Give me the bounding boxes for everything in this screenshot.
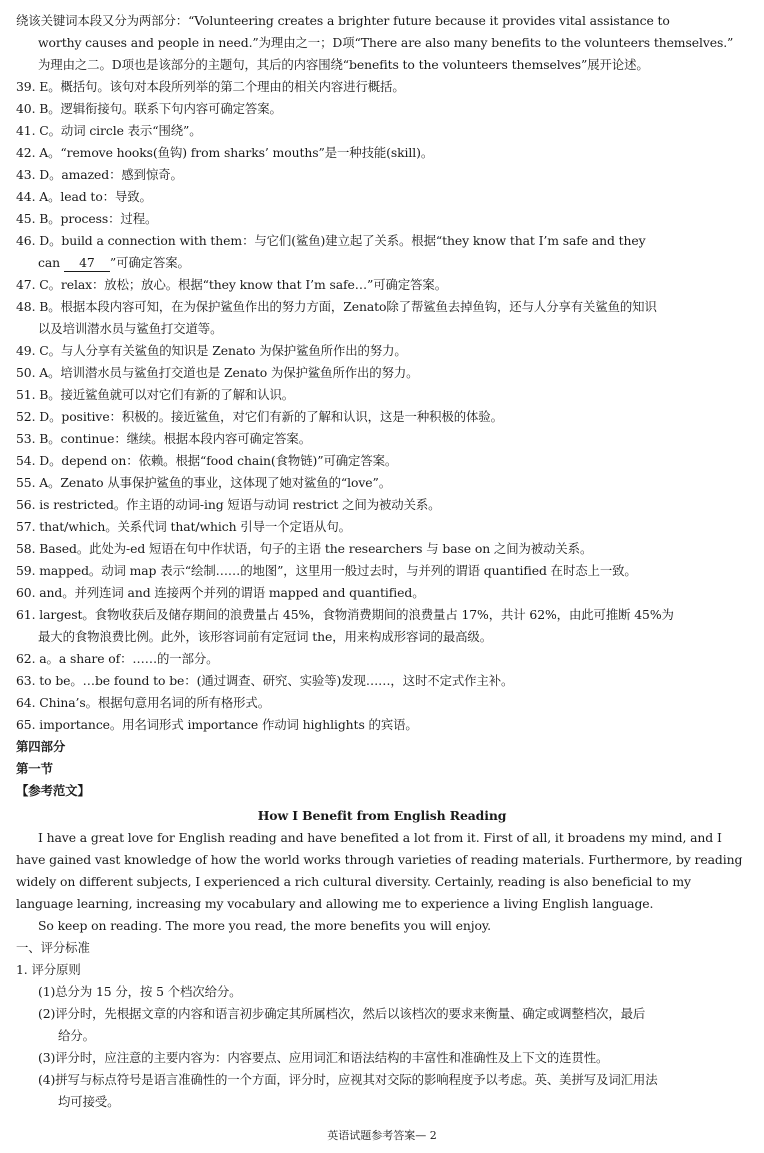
answer-46: 46. D。build a connection with them：与它们(鲨鱼)建立起了关系。根据“they know that I’m safe and they (16, 233, 646, 248)
answer-45: 45. B。process：过程。 (16, 211, 158, 226)
essay-line: widely on different subjects, I experienced a rich cultural diversity. Certainly, reading is also beneficial to my (16, 874, 691, 889)
answer-43: 43. D。amazed：感到惊奇。 (16, 167, 183, 182)
answer-44: 44. A。lead to：导致。 (16, 189, 152, 204)
principle-title: 1. 评分原则 (16, 962, 81, 977)
answer-57: 57. that/which。关系代词 that/which 引导一个定语从句。 (16, 519, 351, 534)
principle-item-continued: 给分。 (58, 1028, 95, 1043)
answer-61: 61. largest。食物收获后及储存期间的浪费量占 45%，食物消费期间的浪费量占 17%，共计 62%，由此可推断 45%为 (16, 607, 674, 622)
answer-52: 52. D。positive：积极的。接近鲨鱼，对它们有新的了解和认识，这是一种积极的体验。 (16, 409, 503, 424)
page-footer: 英语试题参考答案— 2 (327, 1129, 437, 1142)
essay-line: I have a great love for English reading and have benefited a lot from it. First of all, it broadens my mind, and I (38, 830, 722, 845)
intro-line: worthy causes and people in need.”为理由之一；D项“There are also many benefits to the volunteers themselves.” (38, 35, 734, 50)
answer-39: 39. E。概括句。该句对本段所列举的第二个理由的相关内容进行概括。 (16, 79, 405, 94)
principle-item: (1)总分为 15 分，按 5 个档次给分。 (38, 984, 242, 999)
answer-46-text-before: can (38, 255, 61, 270)
part-title: 第四部分 (16, 739, 66, 754)
answer-54: 54. D。depend on：依赖。根据“food chain(食物链)”可确定答案。 (16, 453, 398, 468)
answer-59: 59. mapped。动词 map 表示“绘制……的地图”，这里用一般过去时，与并列的谓语 quantified 在时态上一致。 (16, 563, 637, 578)
answer-65: 65. importance。用名词形式 importance 作动词 highlights 的宾语。 (16, 717, 418, 732)
answer-48-continued: 以及培训潜水员与鲨鱼打交道等。 (38, 321, 223, 336)
answer-40: 40. B。逻辑衔接句。联系下句内容可确定答案。 (16, 101, 282, 116)
answer-53: 53. B。continue：继续。根据本段内容可确定答案。 (16, 431, 312, 446)
answer-56: 56. is restricted。作主语的动词-ing 短语与动词 restrict 之间为被动关系。 (16, 497, 441, 512)
answer-49: 49. C。与人分享有关鲨鱼的知识是 Zenato 为保护鲨鱼所作出的努力。 (16, 343, 407, 358)
intro-line: 绕该关键词本段又分为两部分：“Volunteering creates a brighter future because it provides vital assistance to (16, 13, 670, 28)
answer-41: 41. C。动词 circle 表示“围绕”。 (16, 123, 202, 138)
principle-item: (2)评分时，先根据文章的内容和语言初步确定其所属档次，然后以该档次的要求来衡量、确定或调整档次，最后 (38, 1006, 646, 1021)
answer-55: 55. A。Zenato 从事保护鲨鱼的事业，这体现了她对鲨鱼的“love”。 (16, 475, 392, 490)
answer-60: 60. and。并列连词 and 连接两个并列的谓语 mapped and quantified。 (16, 585, 425, 600)
answer-63: 63. to be。…be found to be：(通过调查、研究、实验等)发现……，这时不定式作主补。 (16, 673, 514, 688)
answer-61-continued: 最大的食物浪费比例。此外，该形容词前有定冠词 the，用来构成形容词的最高级。 (38, 629, 493, 644)
answer-62: 62. a。a share of：……的一部分。 (16, 651, 219, 666)
answer-47: 47. C。relax：放松；放心。根据“they know that I’m safe…”可确定答案。 (16, 277, 448, 292)
answer-46-continued (38, 255, 752, 272)
principle-item-continued: 均可接受。 (58, 1094, 120, 1109)
principle-item: (4)拼写与标点符号是语言准确性的一个方面，评分时，应视其对交际的影响程度予以考虑。英、美拼写及词汇用法 (38, 1072, 658, 1087)
sample-essay-label: 【参考范文】 (16, 783, 90, 798)
scoring-title: 一、评分标准 (16, 940, 90, 955)
essay-title: How I Benefit from English Reading (257, 808, 507, 823)
essay-line: have gained vast knowledge of how the world works through varieties of reading materials. Furthermore, by reading (16, 852, 743, 867)
answer-58: 58. Based。此处为-ed 短语在句中作状语，句子的主语 the researchers 与 base on 之间为被动关系。 (16, 541, 593, 556)
answer-42: 42. A。“remove hooks(鱼钩) from sharks’ mouths”是一种技能(skill)。 (16, 145, 434, 160)
answer-51: 51. B。接近鲨鱼就可以对它们有新的了解和认识。 (16, 387, 295, 402)
essay-line: So keep on reading. The more you read, the more benefits you will enjoy. (38, 918, 491, 933)
answer-46-text-after: ”可确定答案。 (109, 255, 190, 270)
answer-46-blank: 47 (64, 255, 110, 272)
section-title: 第一节 (16, 761, 53, 776)
essay-line: language learning, increasing my vocabulary and allowing me to experience a living English language. (16, 896, 654, 911)
principle-item: (3)评分时，应注意的主要内容为：内容要点、应用词汇和语法结构的丰富性和准确性及上下文的连贯性。 (38, 1050, 609, 1065)
answer-50: 50. A。培训潜水员与鲨鱼打交道也是 Zenato 为保护鲨鱼所作出的努力。 (16, 365, 419, 380)
answer-64: 64. China’s。根据句意用名词的所有格形式。 (16, 695, 270, 710)
intro-line: 为理由之二。D项也是该部分的主题句，其后的内容围绕“benefits to the volunteers themselves”展开论述。 (38, 57, 649, 72)
answer-48: 48. B。根据本段内容可知，在为保护鲨鱼作出的努力方面，Zenato除了帮鲨鱼去掉鱼钩，还与人分享有关鲨鱼的知识 (16, 299, 657, 314)
